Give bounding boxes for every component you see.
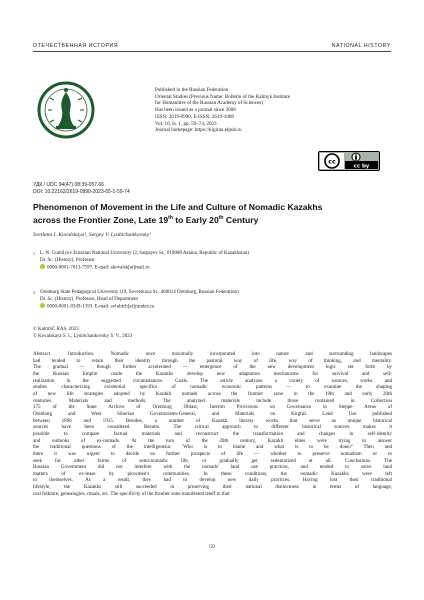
orcid-email[interactable]: 0000-0001-7613-7597. E-mail: skovalsk[at]mail.ru [47, 265, 150, 271]
pubinfo-line[interactable]: Journal homepage: https://kigiran.elpub.ru [155, 127, 242, 134]
pubinfo-line: for Humanities of the Russian Academy of Sciences) [155, 100, 263, 107]
title-superscript: th [168, 215, 173, 222]
title-line-2 [33, 213, 393, 226]
running-header-right: NATIONAL HISTORY [331, 43, 391, 49]
udc-code: УДК / UDC 94(47).08:39-057.66 [33, 182, 104, 188]
abstract-line: between 1896 and 1915. Besides, a number of Kazakh literary works that serve as unique historical [33, 417, 392, 424]
abstract-line: the traditional questions of the intelligentsia: 'Who is to blame and what is to be done?' Then and [33, 444, 392, 451]
title-text: Century [223, 215, 259, 226]
abstract-line: realization in the suggested circumstances. Goals. The article analyzes a variety of sources, works and [33, 377, 392, 384]
orcid-icon [40, 264, 45, 269]
copyright-notice [33, 327, 132, 340]
abstract-line: Russian Government did not interfere with the nomads' land use practices, and tended to solve land [33, 464, 392, 471]
affiliation-contact[interactable] [40, 264, 380, 272]
abstract-line: to themselves. As a result, they had to develop new daily practices. Having lost their traditional [33, 477, 392, 484]
abstract-line: Abstract. Introduction. Nomadic once maximally incorporated into nature and surrounding landscapes [33, 351, 392, 357]
abstract-line: centuries. Materials and methods. The analyzed materials include those contained in Collection [33, 397, 392, 404]
orcid-email[interactable]: 0000-0001-8349-1359. E-mail: svlubich[at]yandex.ru [47, 304, 155, 310]
svg-text:cc: cc [328, 158, 336, 166]
affiliation-contact[interactable] [40, 303, 380, 311]
publication-info [155, 87, 395, 134]
pubinfo-line: Has been issued as a journal since 2008 [155, 107, 236, 114]
title-superscript: th [218, 215, 224, 222]
abstract-line: studies characterizing existential specifics of nomadic economic patterns — to examine the shaping [33, 384, 392, 391]
title-text: across the Frontier Zone, Late 19 [33, 215, 169, 226]
journal-seal-logo [36, 76, 96, 146]
abstract-line: had tended to retain their identity through the pastoral way of life, way of thinking, and mentality. [33, 357, 392, 364]
header-rule [33, 51, 391, 52]
article-title [33, 202, 393, 226]
abstract-line: sources have been considered. Results. The critical approach to different historical sources makes it [33, 424, 392, 431]
pubinfo-line: Vol. 16, Is. 1, pp. 59–74, 2023 [155, 120, 217, 127]
running-header-left: ОТЕЧЕСТВЕННАЯ ИСТОРИЯ [33, 43, 119, 49]
copyright-line: © KalmSC RAS, 2023 [33, 327, 79, 332]
abstract-line: oral folklore, genealogies, rituals, etc. The specificity of the frontier zone manifested itself in that [33, 490, 230, 497]
abstract-line: of new life strategies adopted by Kazakh nomads across the frontier zone in the 19th and early 20th [33, 390, 392, 397]
abstract-line: possible to compare factual materials and reconstruct the transformation and changes in self-identity [33, 430, 392, 437]
abstract-line: lifestyle, the Kazakhs still succeeded in preserving their national distinctness in terms of language, [33, 484, 392, 491]
pubinfo-line: Oriental Studies (Previous Name: Bulletin of the Kalmyk Institute [155, 93, 290, 100]
article-identifiers [33, 182, 130, 195]
title-line-1: Phenomenon of Movement in the Life and Culture of Nomadic Kazakhs [33, 202, 323, 212]
pubinfo-line: ISSN: 2619-0990, E-ISSN: 2619-1008 [155, 113, 234, 120]
abstract-line: there it was urgent to decide on further prospects of life — whether to preserve nomadism or to [33, 450, 392, 457]
abstract-line: Orenburg and West Siberian Governorates-General, and Materials on Kirghiz Land Use published [33, 410, 392, 417]
abstract-line: the Russian Empire made the Kazakhs develop new adaptation mechanisms for survival and self- [33, 370, 392, 377]
copyright-line: © Kovalskaya S. I., Lyubichankovsky S. V., 2023 [33, 333, 133, 339]
affiliation-institution: L. N. Gumilyov Eurasian National University (2, Satpayev St., 010008 Astana, Republic of Kazakhstan) [40, 251, 249, 256]
abstract-line: The gradual — though further accelerated — emergence of the new development logic set forth by [33, 364, 392, 371]
affiliation-number: 2 [33, 290, 35, 295]
page-number: 59 [209, 544, 215, 550]
affiliation-degree: Dr. Sc. (History), Professor [40, 257, 95, 263]
affiliation-1 [33, 251, 380, 272]
doi[interactable]: DOI: 10.22162/2619-0990-2023-65-1-59-74 [33, 188, 130, 195]
creative-commons-badge[interactable] [318, 151, 380, 171]
author-list: Svetlana I. Kovalskaya¹, Sergey V. Lyubichankovsky² [33, 232, 151, 238]
cc-license-label: cc by [353, 163, 370, 170]
orcid-icon [40, 303, 45, 308]
abstract [33, 351, 392, 497]
abstract-line: matters of ex-lease by plowmen's communities. In these conditions, the nomadic Kazakhs were left [33, 470, 392, 477]
affiliation-institution: Orenburg State Pedagogical University (19, Sovetskaya St., 460014 Orenburg, Russian Federation) [40, 290, 239, 295]
pubinfo-line: Published in the Russian Federation [155, 87, 229, 93]
affiliation-2 [33, 290, 380, 311]
title-text: to Early 20 [172, 215, 219, 226]
affiliation-degree: Dr. Sc. (History), Professor, Head of Department [40, 296, 138, 302]
affiliation-number: 1 [33, 251, 35, 256]
abstract-line: 175 of the State Archive of Orenburg Oblast, Interim Provisions on Governance in Steppe Areas of [33, 404, 392, 411]
abstract-line: seek for other forms of semi-nomadic life, or gradually get sedentarized at all. Conclusions. The [33, 457, 392, 464]
abstract-line: and outlooks of ex-nomads. At the turn of the 20th century, Kazakh elites were trying to answer [33, 437, 392, 444]
